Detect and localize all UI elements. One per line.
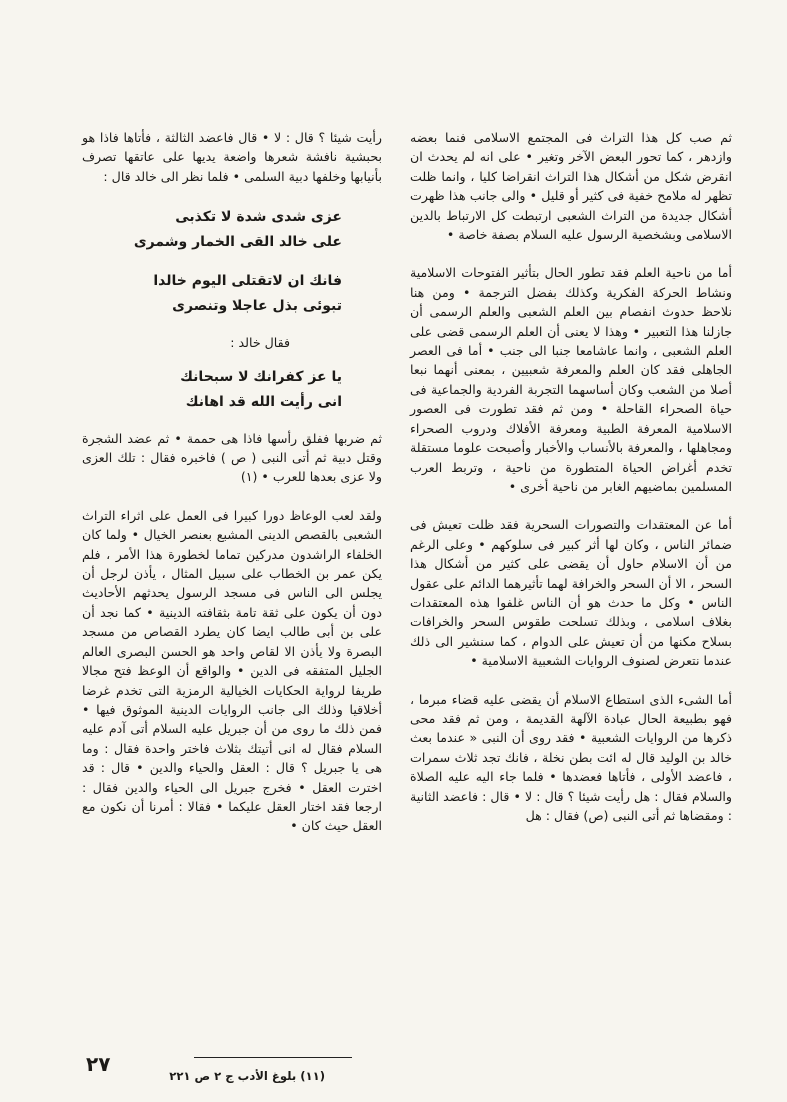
right-column [410,128,732,844]
paragraph-after-verse: ثم ضربها ففلق رأسها فاذا هى حممة • ثم عضد الشجرة وقتل دبية ثم أتى النبى ( ص ) فاخبره فقال : تلك العزى ولا عزى بعدها للعرب • (١) [82,430,382,485]
verse-line: تبوئى بذل عاجلا وتنصرى [172,298,342,315]
paragraph-intro: رأيت شيئا ؟ قال : لا • قال فاعضد الثالثة ، فأتاها فاذا هو بحبشية نافشة شعرها واضعة يديها على عاتقها تصرف بأنيابها وخلفها دبية السلمى • فلما نظر الى خالد قال : [82,130,382,184]
page-number: ٢٧ [86,1052,111,1076]
verse-line: انى رأيت الله قد اهانك [185,393,342,410]
verse-block-2 [82,269,382,319]
verse-line: يا عز كفرانك لا سبحانك [180,368,342,385]
footnote: (١١) بلوغ الأدب ج ٢ ص ٢٢١ [169,1069,325,1083]
verse-block-1 [82,205,382,255]
paragraph-science: أما من ناحية العلم فقد تطور الحال بتأثير الفتوحات الاسلامية ونشاط الحركة الفكرية وكذلك بفضل الترجمة • ومن هنا نلاحظ حدوث انفصام بين العلم الشعبى والعلم الرسمى أن جازلنا هذا التعبير • وهذا لا يعنى أن العلم الرسمى قضى على العلم الشعبى ، وانما عاشامعا جنبا الى جنب • أما فى العصر الجاهلى فقد كان العلم والمعرفة شعبيين ، بمعنى أنهما نبعا أصلا من الشعب وكان أساسهما التجربة الفردية والجماعية فى حياة الصحراء القاحلة • ومن ثم فقد تطورت فى العصور الاسلامية المعرفة الطبية ومعرفة الأفلاك ودروب الصحراء ومجاهلها ، والمعرفة بالأنساب والأخبار وأصبحت علوما مستقلة تخدم أغراض الحياة المتطورة من ناحية ، وتربط العرب المسلمين بماضيهم الغابر من ناحية أخرى • [410,265,732,494]
speaker-line: فقال خالد : [230,335,290,351]
verse-block-3 [82,365,382,415]
paragraph-magic-beliefs: أما عن المعتقدات والتصورات السحرية فقد ظلت تعيش فى ضمائر الناس ، وكان لها أثر كبير فى سلوكهم • وعلى الرغم من أن الاسلام حاول أن يقضى على كثير من أشكال هذا السحر ، الا أن السحر والخرافة لهما تأثيرهما الدائم على عقول الناس • وكل ما حدث هو أن الناس غلفوا هذه المعتقدات بغلاف اسلامى ، وبذلك تسلحت طقوس السحر والخرافات بسلاح مكنها من أن تعيش على الدوام ، كما سنشير الى ذلك عندما نتعرض لصنوف الروايات الشعبية الاسلامية • [410,517,732,669]
paragraph-heritage: ثم صب كل هذا التراث فى المجتمع الاسلامى فنما بعضه وازدهر ، كما تحور البعض الآخر وتغير • على انه لم يحدث ان انقرض شكل من أشكال هذا التراث انقراضا كليا ، وانما ظلت تظهر له ملامح خفية فى كثير أو قليل • والى جانب هذا ظهرت أشكال جديدة من التراث الشعبى ارتبطت كل الارتباط بالدين الاسلامى وبشخصية الرسول عليه السلام بصفة خاصة • [410,130,732,243]
verse-line: فانك ان لاتقتلى اليوم خالدا [153,273,342,290]
footnote-divider [194,1057,352,1058]
left-column [82,128,382,855]
verse-line: عزى شدى شدة لا تكذبى [175,209,342,226]
paragraph-ancient-gods: أما الشىء الذى استطاع الاسلام أن يقضى عليه قضاء مبرما ، فهو بطبيعة الحال عبادة الآلهة القديمة ، ومن ثم فقد محى ذكرها من الروايات الشعبية • فقد روى أن النبى « عندما بعث خالد بن الوليد قال له ائت بطن نخلة ، فانك تجد ثلاث سمرات ، فاعضد الأولى ، فأتاها فعضدها • فلما جاء اليه عليه الصلاة والسلام فقال : هل رأيت شيئا ؟ قال : لا • قال : فاعضد الثانية : ومقضاها ثم أتى النبى (ص) فقال : هل [410,691,732,823]
verse-line: على خالد القى الخمار وشمرى [133,234,342,251]
paragraph-preachers: ولقد لعب الوعاظ دورا كبيرا فى العمل على اثراء التراث الشعبى بالقصص الدينى المشبع بعنصر الخيال • ولما كان الخلفاء الراشدون مدركين تماما لخطورة هذا الأمر ، فلم يكن عمر بن الخطاب على سبيل المثال ، يأذن لرجل أن يجلس الى الناس فى مسجد الرسول يحدثهم الأحاديث دون أن يكون على ثقة تامة بثقافته الدينية • كما نجد أن على بن أبى طالب ايضا كان يطرد القصاص من مسجد البصرة ولا يأذن الا لقاص واحد هو الحسن البصرى العالم الجليل المتفقه فى الدين • والواقع أن الوعظ فتح مجالا طريفا لرواية الحكايات الخيالية الرمزية التى تخدم غرضا أخلاقيا وذلك الى جانب الروايات الدينية الموثوق فيها • فمن ذلك ما روى من أن جبريل عليه السلام أتى آدم عليه السلام فقال له انى أتيتك بثلاث فاختر واحدة فقال : وما هى يا جبريل ؟ قال : العقل والحياء والدين • قال : قد اخترت العقل • فخرج جبريل الى الحياء والدين فقال : ارجعا فقد اختار العقل عليكما • فقالا : أمرنا أن نكون مع العقل حيث كان • [82,507,382,834]
